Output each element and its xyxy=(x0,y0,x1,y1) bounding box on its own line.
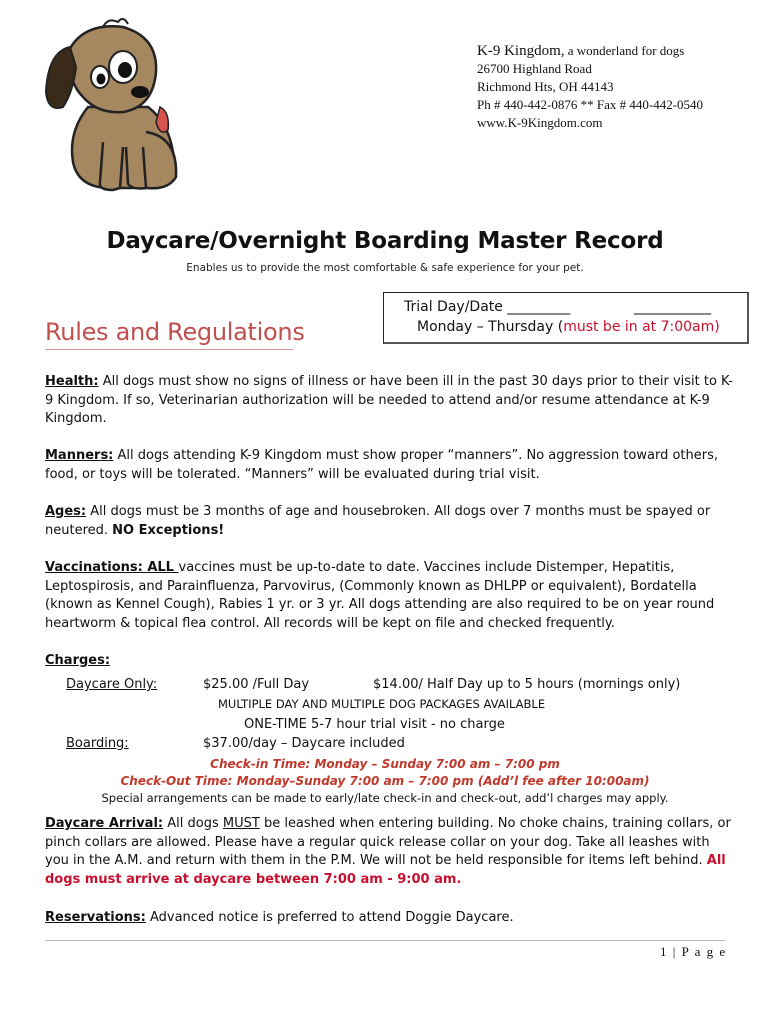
packages-note: MULTIPLE DAY AND MULTIPLE DOG PACKAGES AVAILABLE xyxy=(218,697,546,711)
checkout-time: Check-Out Time: Monday–Sunday 7:00 am – 7:00 pm (Add’l fee after 10:00am) xyxy=(120,774,650,788)
business-tagline: a wonderland for dogs xyxy=(564,43,685,58)
manners-paragraph xyxy=(45,447,735,484)
ages-label: Ages: xyxy=(45,504,87,519)
page-subtitle: Enables us to provide the most comfortable & safe experience for your pet. xyxy=(186,262,584,274)
boarding-price: $37.00/day – Daycare included xyxy=(203,736,405,751)
ages-bold: NO Exceptions! xyxy=(112,522,225,538)
rules-heading: Rules and Regulations xyxy=(45,318,305,346)
arrival-paragraph: Daycare Arrival: All dogs MUST be leashed when entering building. No choke chains, training collars, or pinch collars are allowed. Please have a regular quick release collar on your dog. Take all leashes with you in the A.M. and return with them in the P.M. We will not be held responsible for items left behind. All dogs must arrive at daycare between 7:00 am - 9:00 am. xyxy=(45,816,731,887)
daycare-full-price: $25.00 /Full Day xyxy=(203,677,310,692)
health-paragraph xyxy=(45,373,735,429)
business-name: K-9 Kingdom, xyxy=(477,43,565,59)
rules-underline xyxy=(45,349,293,350)
footer-divider xyxy=(45,940,725,941)
manners-text: All dogs attending K-9 Kingdom must show proper “manners”. No aggression toward others, food, or toys will be tolerated. “Manners” will be evaluated during trial visit. xyxy=(45,448,718,482)
health-text: All dogs must show no signs of illness or have been ill in the past 30 days prior to their visit to K-9 Kingdom. If so, Veterinarian authorization will be needed to attend and/or resume attendance at K-9 Kingdom. xyxy=(45,374,733,426)
reservations-text: Advanced notice is preferred to attend Doggie Daycare. xyxy=(145,910,514,925)
trial-day-box xyxy=(383,292,749,344)
trial-visit-note: ONE-TIME 5-7 hour trial visit - no charge xyxy=(244,717,505,732)
arrival-time-warning: All dogs must arrive at daycare between 7:00 am - 9:00 am. xyxy=(45,853,726,887)
vaccinations-text: vaccines must be up-to-date to date. Vaccines include Distemper, Hepatitis, Leptospirosis, and Parainfluenza, Parvovirus, (Commonly known as DHLPP or equivalent), Bordatella (known as Kennel Cough), Rabies 1 yr. or 3 yr. All dogs attending are also required to be on year round heartworm & topical flea control. All records will be kept on file and checked frequently. xyxy=(45,560,715,631)
address-line-1: 26700 Highland Road xyxy=(477,61,592,76)
charges-heading: Charges: xyxy=(45,653,111,668)
trial-date-label: Trial Day/Date _________ xyxy=(404,299,571,315)
ages-text: All dogs must be 3 months of age and housebroken. All dogs over 7 months must be spayed or neutered. xyxy=(45,504,711,538)
page-number: 1 | P a g e xyxy=(660,944,727,959)
vaccinations-label: Vaccinations: ALL xyxy=(45,560,179,575)
trial-date-blank[interactable]: ___________ xyxy=(634,299,711,315)
boarding-label: Boarding: xyxy=(66,736,129,751)
arrival-must: MUST xyxy=(222,816,260,831)
ages-paragraph xyxy=(45,503,735,540)
page-title: Daycare/Overnight Boarding Master Record xyxy=(106,228,664,254)
business-header xyxy=(477,42,703,132)
health-label: Health: xyxy=(45,374,99,389)
reservations-paragraph xyxy=(45,909,735,928)
dog-logo-image xyxy=(28,12,203,192)
arrival-label: Daycare Arrival: xyxy=(45,816,164,831)
address-line-2: Richmond Hts, OH 44143 xyxy=(477,79,614,94)
special-arrangements: Special arrangements can be made to early/late check-in and check-out, add’l charges may apply. xyxy=(101,791,669,805)
vaccinations-paragraph xyxy=(45,559,735,633)
phone-fax: Ph # 440-442-0876 ** Fax # 440-442-0540 xyxy=(477,97,704,112)
reservations-label: Reservations: xyxy=(45,910,146,925)
checkin-time: Check-in Time: Monday – Sunday 7:00 am – 7:00 pm xyxy=(210,757,560,771)
daycare-only-label: Daycare Only: xyxy=(66,677,158,692)
website-link[interactable]: www.K-9Kingdom.com xyxy=(477,115,603,130)
daycare-half-price: $14.00/ Half Day up to 5 hours (mornings only) xyxy=(373,677,681,692)
trial-days-note: Monday – Thursday (must be in at 7:00am) xyxy=(417,319,720,335)
trial-must-time: must be in at 7:00am) xyxy=(563,319,720,335)
manners-label: Manners: xyxy=(45,448,114,463)
